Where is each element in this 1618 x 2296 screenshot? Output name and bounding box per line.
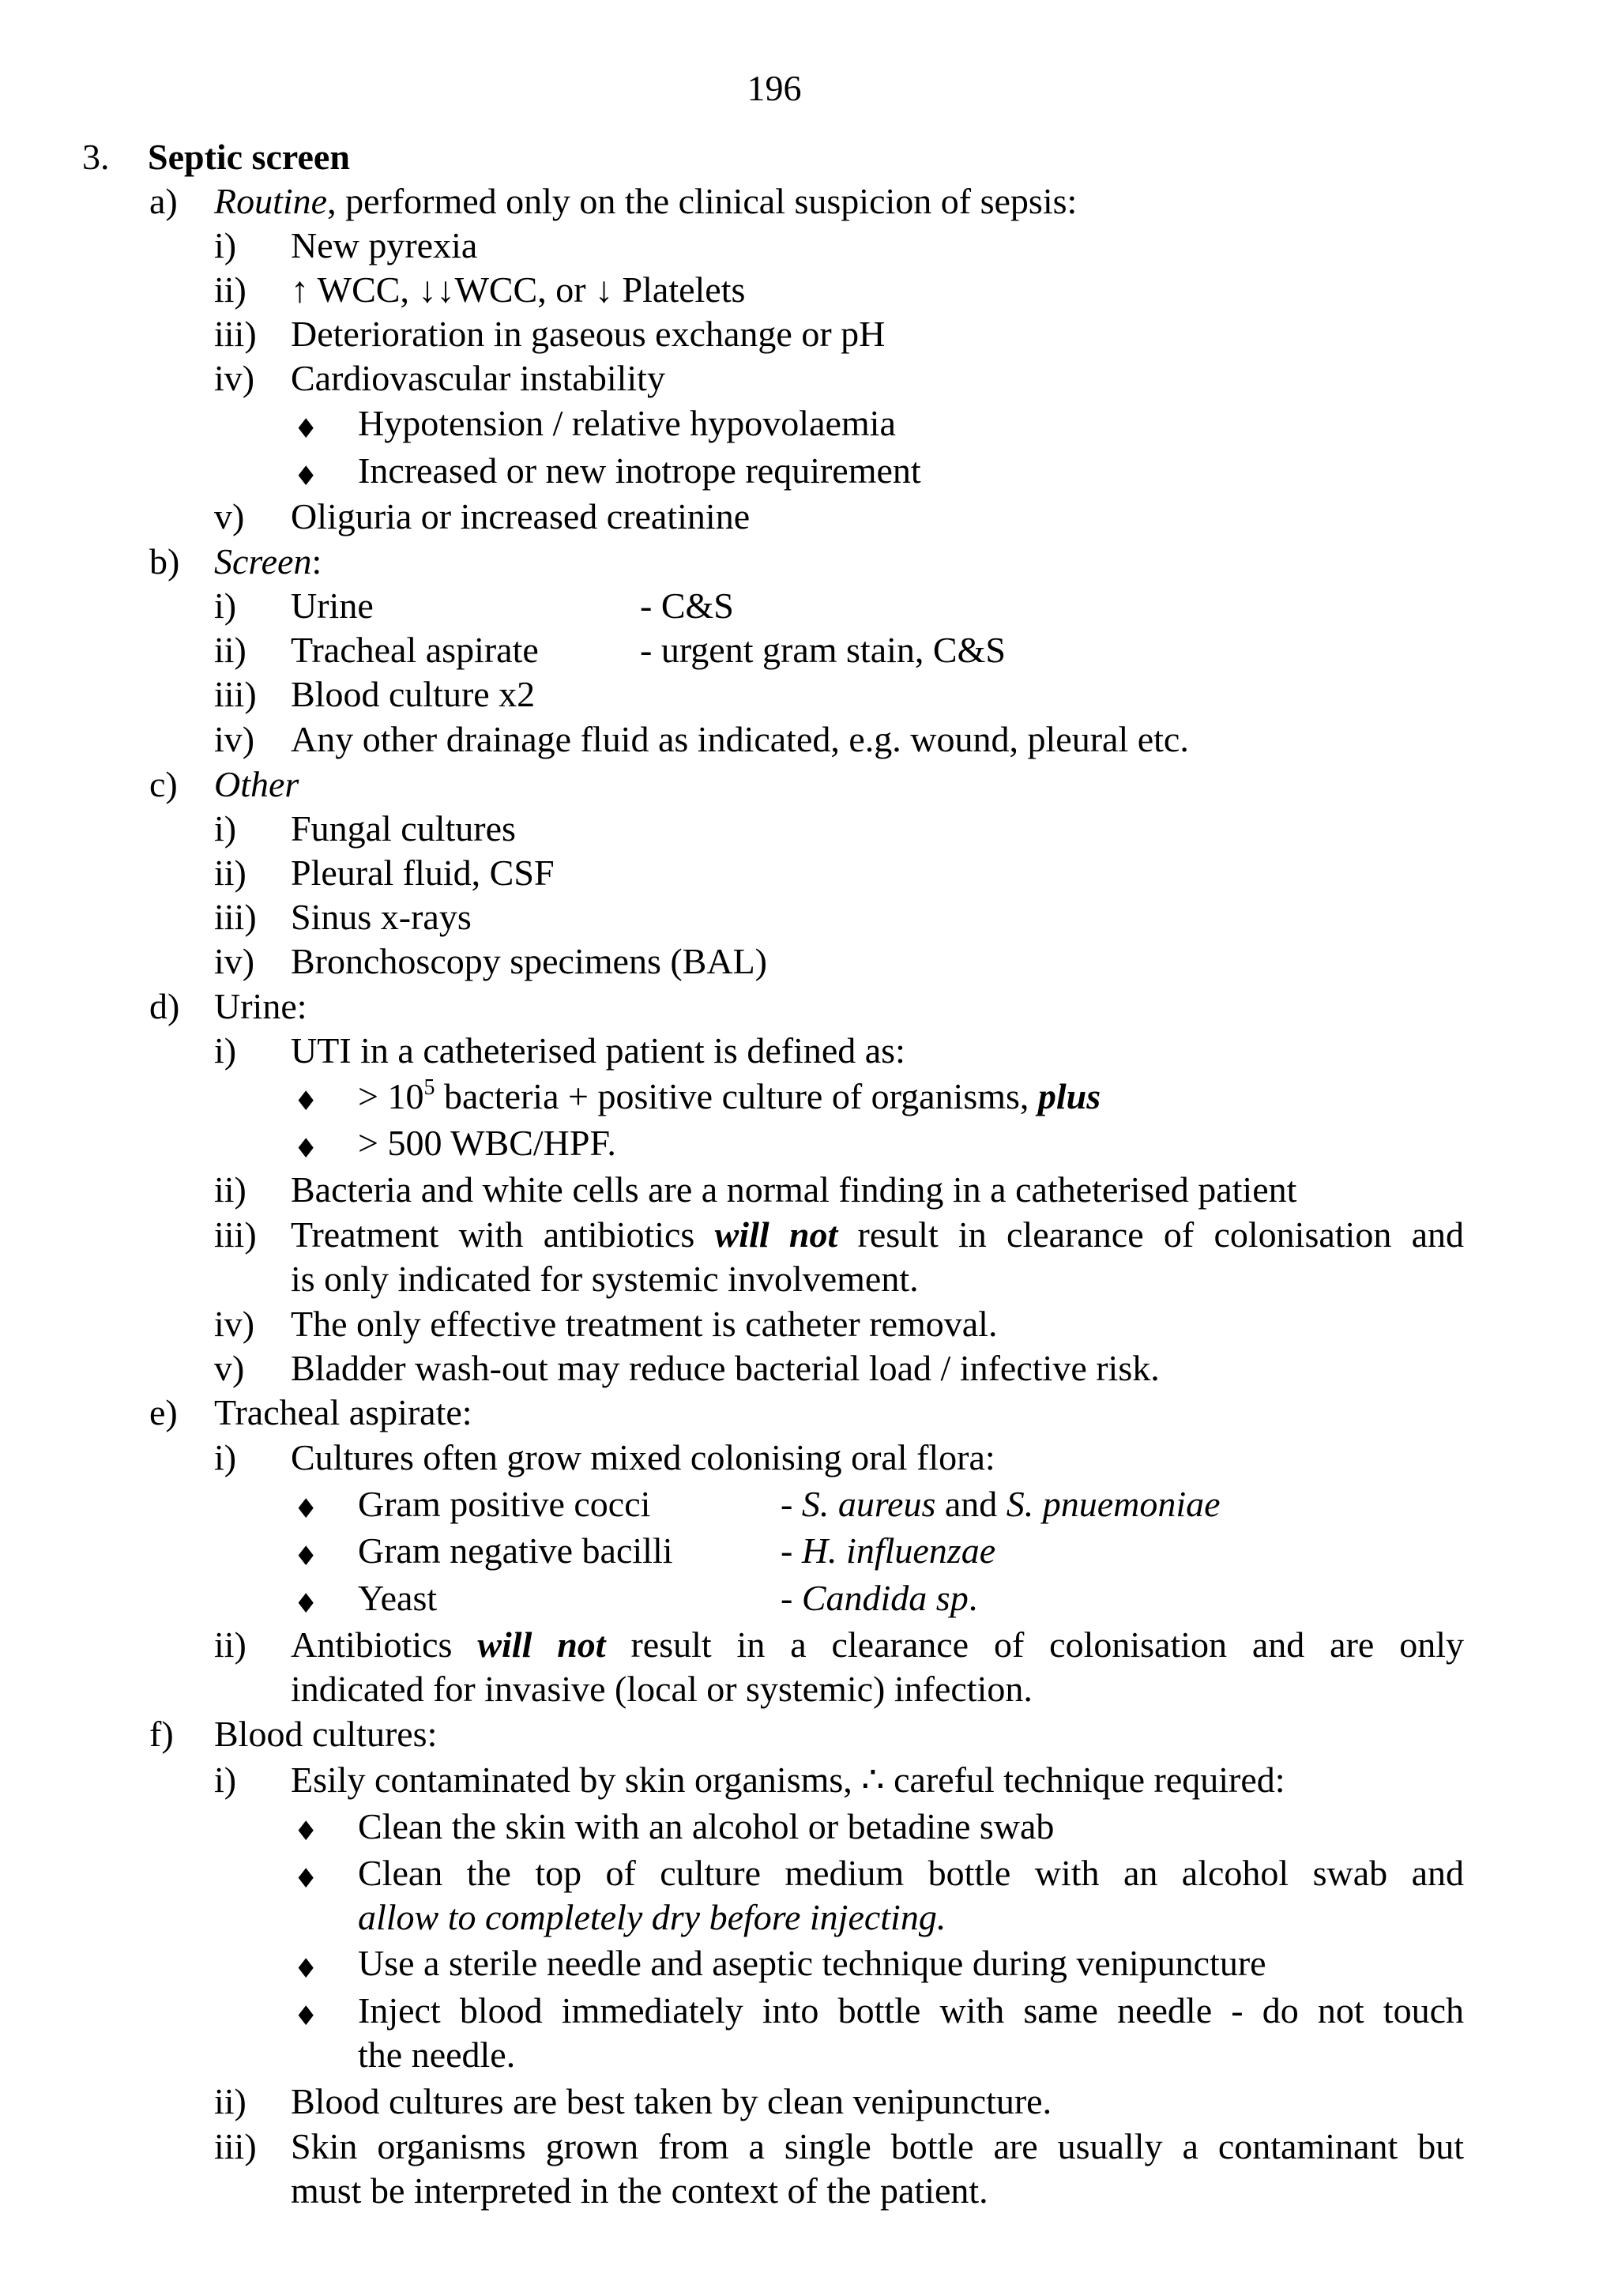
list-item: Antibiotics will not result in a clearance of colonisation and are only (291, 1624, 1464, 1665)
subsection-d-title: Urine: (214, 986, 307, 1026)
section-title: Septic screen (148, 137, 350, 177)
item-marker: i) (214, 1030, 237, 1071)
bullet-item: Inject blood immediately into bottle with same needle - do not touch (358, 1990, 1464, 2031)
flora-name: Gram positive cocci (358, 1484, 651, 1524)
list-item-note: - C&S (640, 585, 734, 626)
flora-organisms: - S. aureus and S. pnuemoniae (781, 1484, 1221, 1524)
flora-name: Gram negative bacilli (358, 1530, 673, 1571)
list-item: Treatment with antibiotics will not result in clearance of colonisation and (291, 1214, 1465, 1255)
item-marker: ii) (214, 2081, 246, 2121)
item-marker: iii) (214, 897, 257, 937)
subsection-f-marker: f) (149, 1714, 174, 1754)
item-marker: iii) (214, 1214, 257, 1255)
subsection-a-marker: a) (149, 181, 178, 221)
bullet-diamond-icon: ♦ (294, 2001, 318, 2032)
list-item: Fungal cultures (291, 808, 516, 849)
item-marker: iv) (214, 1304, 255, 1344)
bullet-diamond-icon: ♦ (294, 1588, 318, 1620)
list-item: The only effective treatment is catheter removal. (291, 1304, 998, 1344)
bullet-item: Increased or new inotrope requirement (358, 450, 921, 491)
list-item: ↑ WCC, ↓↓WCC, or ↓ Platelets (291, 269, 746, 310)
bullet-diamond-icon: ♦ (294, 1863, 318, 1895)
list-item-note: - urgent gram stain, C&S (640, 630, 1006, 670)
bullet-diamond-icon: ♦ (294, 413, 318, 445)
bullet-diamond-icon: ♦ (294, 1493, 318, 1525)
list-item: Cultures often grow mixed colonising oral flora: (291, 1437, 995, 1477)
flora-organisms: - Candida sp. (781, 1578, 978, 1618)
bullet-diamond-icon: ♦ (294, 1086, 318, 1117)
item-marker: ii) (214, 1624, 246, 1665)
item-marker: i) (214, 808, 237, 849)
item-marker: iv) (214, 941, 255, 981)
list-item-continuation: must be interpreted in the context of the patient. (291, 2170, 988, 2211)
bullet-item-continuation: the needle. (358, 2034, 516, 2075)
bullet-diamond-icon: ♦ (294, 1541, 318, 1572)
bullet-diamond-icon: ♦ (294, 1953, 318, 1985)
bullet-diamond-icon: ♦ (294, 461, 318, 492)
item-marker: ii) (214, 630, 246, 670)
list-item: Skin organisms grown from a single bottle are usually a contaminant but (291, 2126, 1464, 2166)
subsection-c-marker: c) (149, 764, 178, 804)
item-marker: iii) (214, 314, 257, 354)
item-marker: v) (214, 496, 245, 536)
subsection-f-title: Blood cultures: (214, 1714, 438, 1754)
subsection-c-title: Other (214, 764, 299, 804)
list-item-continuation: is only indicated for systemic involvement. (291, 1259, 919, 1299)
flora-organisms: - H. influenzae (781, 1530, 996, 1571)
item-marker: ii) (214, 1169, 246, 1210)
list-item-continuation: indicated for invasive (local or systemic) infection. (291, 1669, 1033, 1709)
page-number: 196 (747, 68, 802, 108)
list-item: Bladder wash-out may reduce bacterial load / infective risk. (291, 1348, 1160, 1388)
list-item: Esily contaminated by skin organisms, ∴ careful technique required: (291, 1760, 1285, 1800)
bullet-diamond-icon: ♦ (294, 1816, 318, 1847)
list-item: Blood cultures are best taken by clean venipuncture. (291, 2081, 1052, 2121)
item-marker: i) (214, 585, 237, 626)
list-item: Blood culture x2 (291, 674, 536, 714)
list-item: Any other drainage fluid as indicated, e.g. wound, pleural etc. (291, 719, 1189, 759)
bullet-item: > 500 WBC/HPF. (358, 1123, 616, 1163)
list-item: New pyrexia (291, 225, 478, 265)
item-marker: i) (214, 225, 237, 265)
item-marker: ii) (214, 269, 246, 310)
list-item: UTI in a catheterised patient is defined as: (291, 1030, 905, 1071)
bullet-item: Hypotension / relative hypovolaemia (358, 403, 896, 443)
list-item: Urine (291, 585, 374, 626)
list-item: Cardiovascular instability (291, 358, 665, 398)
subsection-e-marker: e) (149, 1392, 178, 1432)
bullet-diamond-icon: ♦ (294, 1133, 318, 1165)
section-number: 3. (82, 137, 110, 177)
bullet-item: Clean the top of culture medium bottle with an alcohol swab and (358, 1853, 1464, 1893)
list-item: Oliguria or increased creatinine (291, 496, 751, 536)
item-marker: ii) (214, 853, 246, 893)
item-marker: iii) (214, 2126, 257, 2166)
subsection-d-marker: d) (149, 986, 180, 1026)
list-item: Bronchoscopy specimens (BAL) (291, 941, 767, 981)
list-item: Pleural fluid, CSF (291, 853, 555, 893)
item-marker: iv) (214, 719, 255, 759)
subsection-b-title: Screen: (214, 541, 322, 582)
subsection-a-title: Routine, performed only on the clinical suspicion of sepsis: (214, 181, 1078, 221)
bullet-item: Clean the skin with an alcohol or betadine swab (358, 1806, 1055, 1846)
item-marker: i) (214, 1437, 237, 1477)
bullet-item: > $10^5$ bacteria + positive culture of organisms, plus (358, 1075, 1101, 1116)
list-item: Deterioration in gaseous exchange or pH (291, 314, 886, 354)
subsection-e-title: Tracheal aspirate: (214, 1392, 472, 1432)
bullet-item-continuation: allow to completely dry before injecting. (358, 1897, 946, 1937)
item-marker: i) (214, 1760, 237, 1800)
item-marker: v) (214, 1348, 245, 1388)
list-item: Sinus x-rays (291, 897, 472, 937)
flora-name: Yeast (358, 1578, 438, 1618)
list-item: Tracheal aspirate (291, 630, 539, 670)
subsection-b-marker: b) (149, 541, 180, 582)
bullet-item: Use a sterile needle and aseptic technique during venipuncture (358, 1943, 1266, 1983)
item-marker: iv) (214, 358, 255, 398)
item-marker: iii) (214, 674, 257, 714)
list-item: Bacteria and white cells are a normal finding in a catheterised patient (291, 1169, 1297, 1210)
